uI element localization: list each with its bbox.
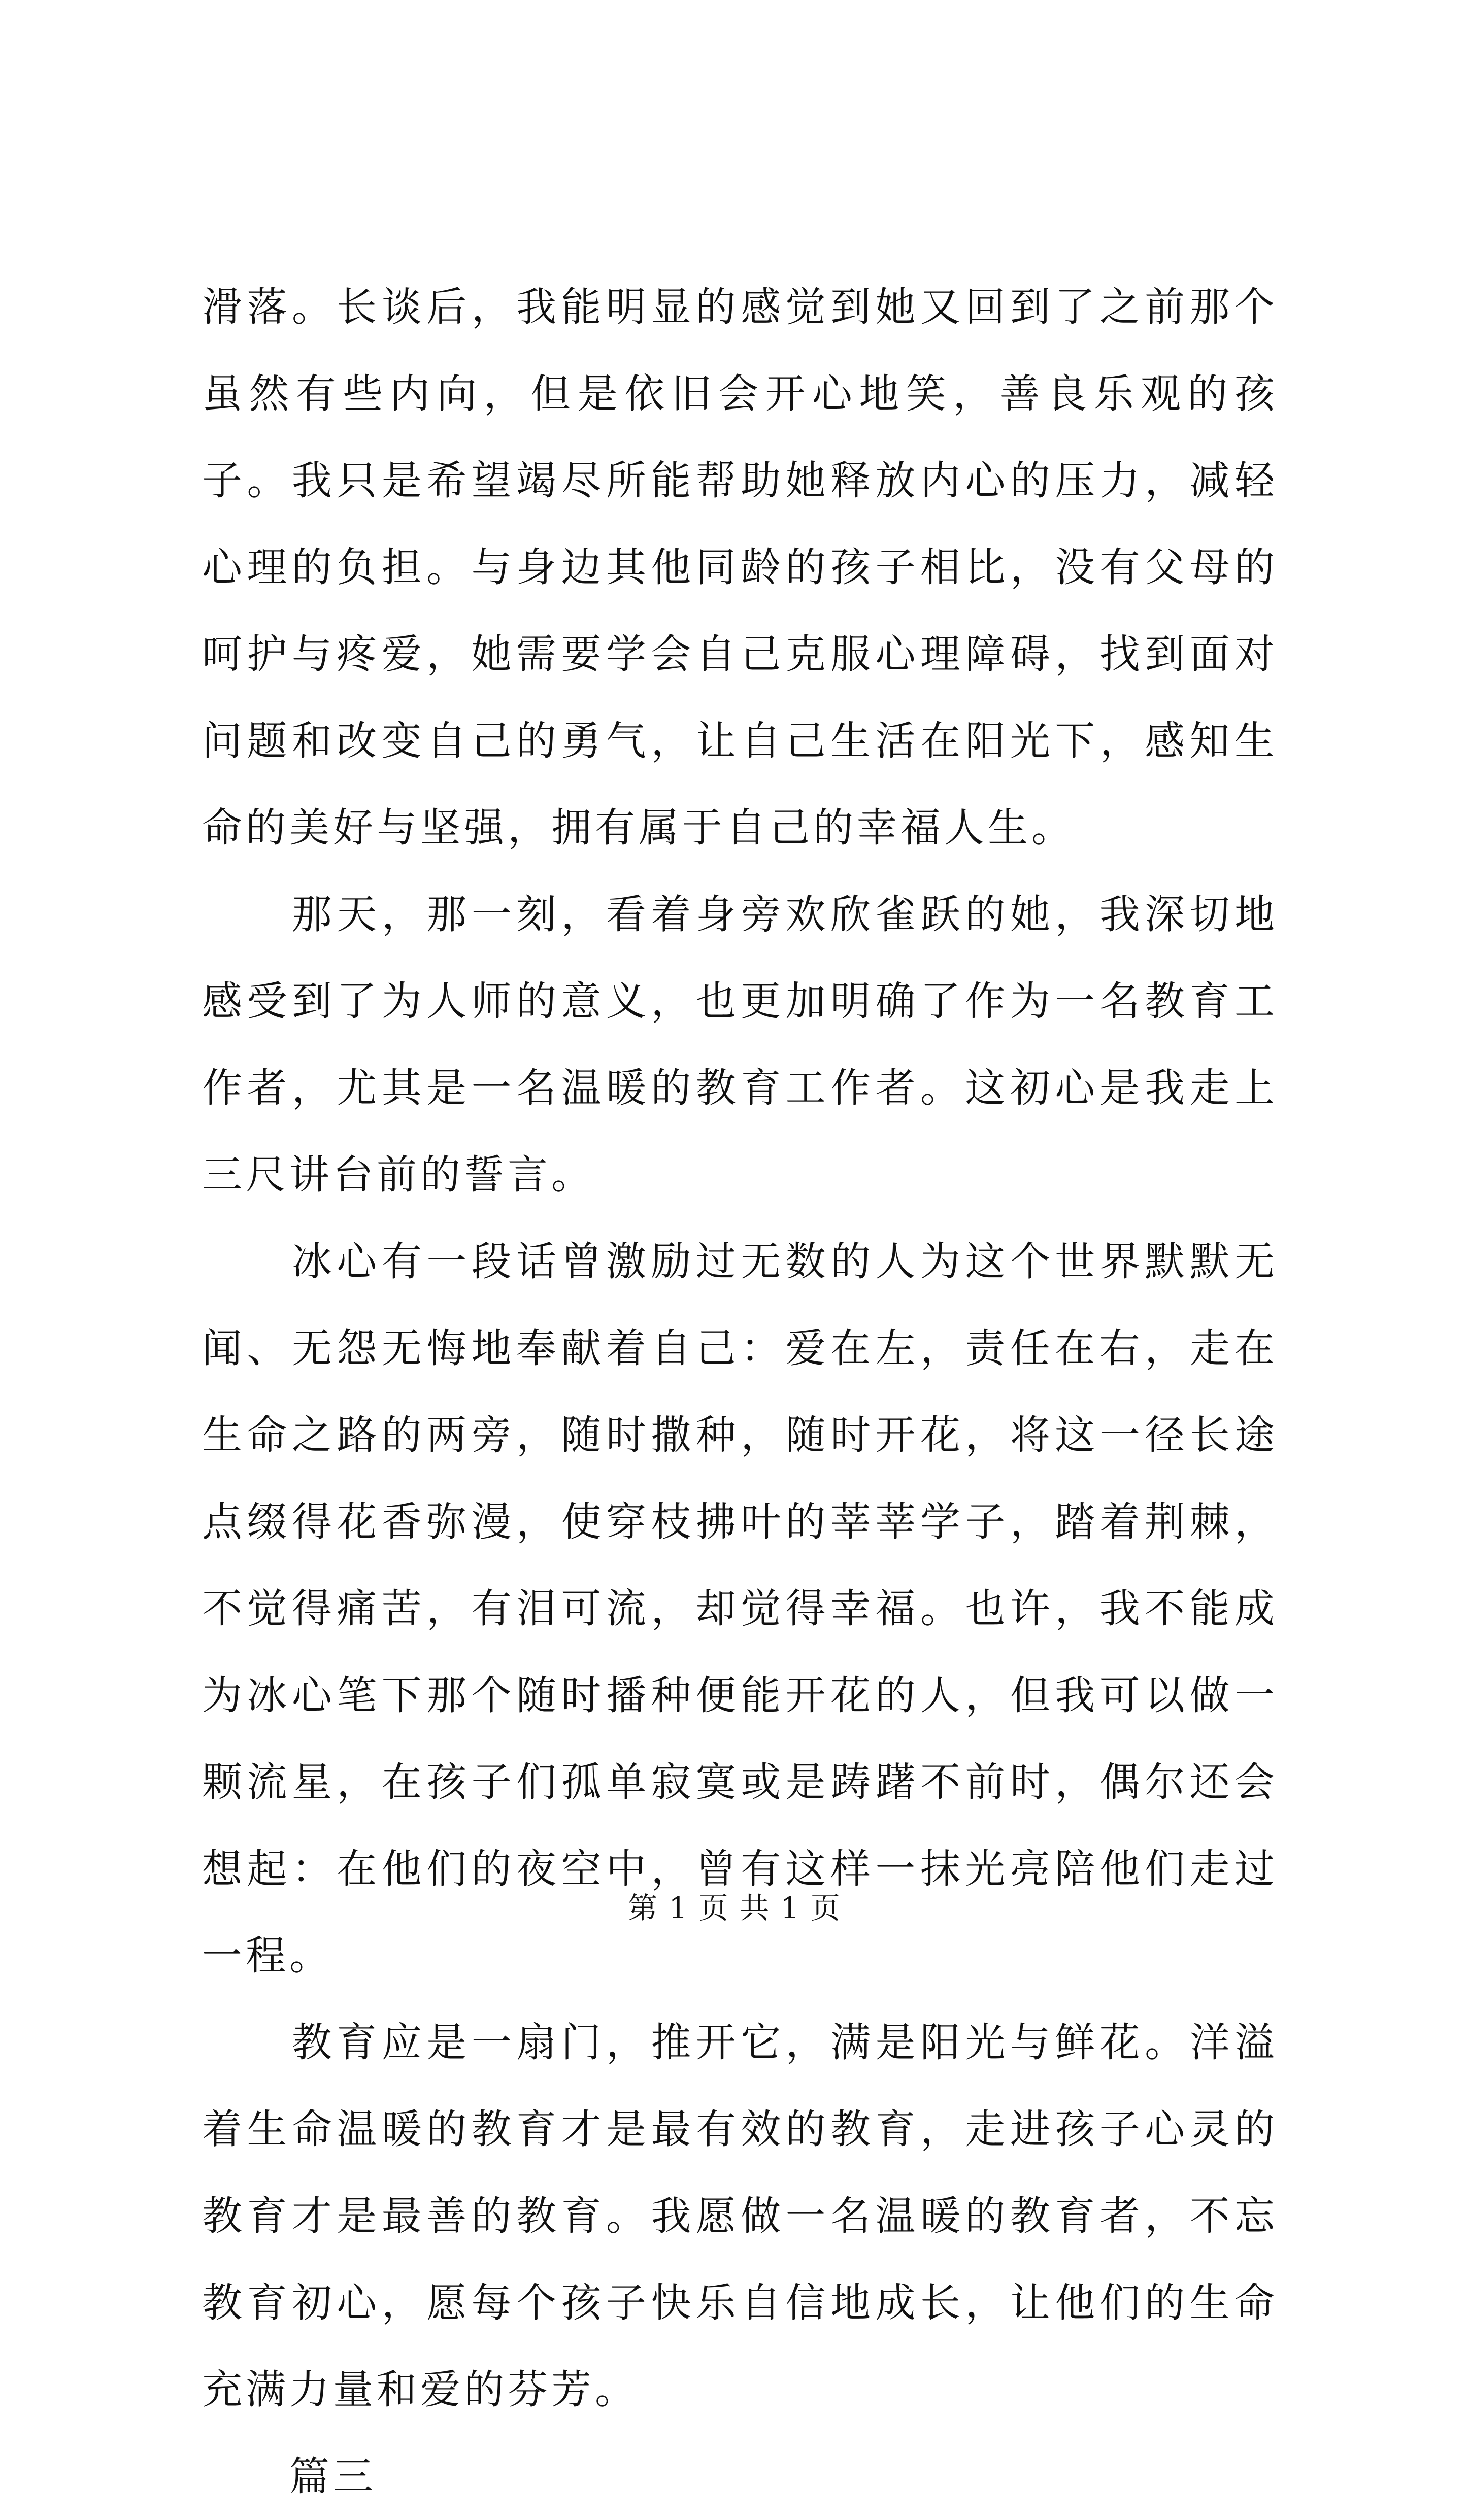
paragraph-2: 那天，那一刻，看着身旁欢欣雀跃的她，我深切地感受到了为人师的意义，也更加明确了作为一名教育工作者，尤其是一名温暖的教育工作者。这初心是我走上三尺讲台前的誓言。 <box>202 891 1278 1198</box>
paragraph-4: 教育应是一扇门，推开它，满是阳光与鲜花。洋溢着生命温暖的教育才是最有效的教育，走进孩子心灵的教育才是最善的教育。我愿做一名温暖的教育者，不忘教育初心，愿每个孩子快乐自信地成长，让他们的生命充满力量和爱的芬芳。 <box>202 2019 1278 2413</box>
document-body <box>202 264 1278 2520</box>
paragraph-1: 滑落。长谈后，我能明显的感觉到她又回到了之前那个虽然有些内向，但是依旧会开心地笑，善良乐观的孩子。我只是希望竭尽所能帮助她释放内心的压力，减轻心理的负担。与身边其他同龄的孩子相比，没有父母的呵护与疼爱，她需要学会自己克服心理障碍，找到面对问题和改变自己的勇气，让自己生活在阳光下，感知生命的美好与坚强，拥有属于自己的幸福人生。 <box>202 284 1278 851</box>
page-footer: 第 1 页 共 1 页 <box>628 1891 841 1925</box>
section-heading: 篇三 <box>202 2453 377 2500</box>
paragraph-3: 冰心有一段话曾激励过无数的人为这个世界默默无闻、无怨无悔地奉献着自己：爱在左，责任在右，走在生命之路的两旁，随时撒种，随时开花，将这一径长途点缀得花香弥漫，使穿枝拂叶的莘莘学子，踏着荆棘，不觉得痛苦，有泪可流，却觉得幸福。也许，我不能成为冰心笔下那个随时播种便能开花的人，但我可以做一颗流星，在孩子们孤单寂寞或是踌躇不前时，偶尔还会想起：在他们的夜空中，曾有这样一抹光亮陪他们走过一程。 <box>202 1238 1278 1979</box>
